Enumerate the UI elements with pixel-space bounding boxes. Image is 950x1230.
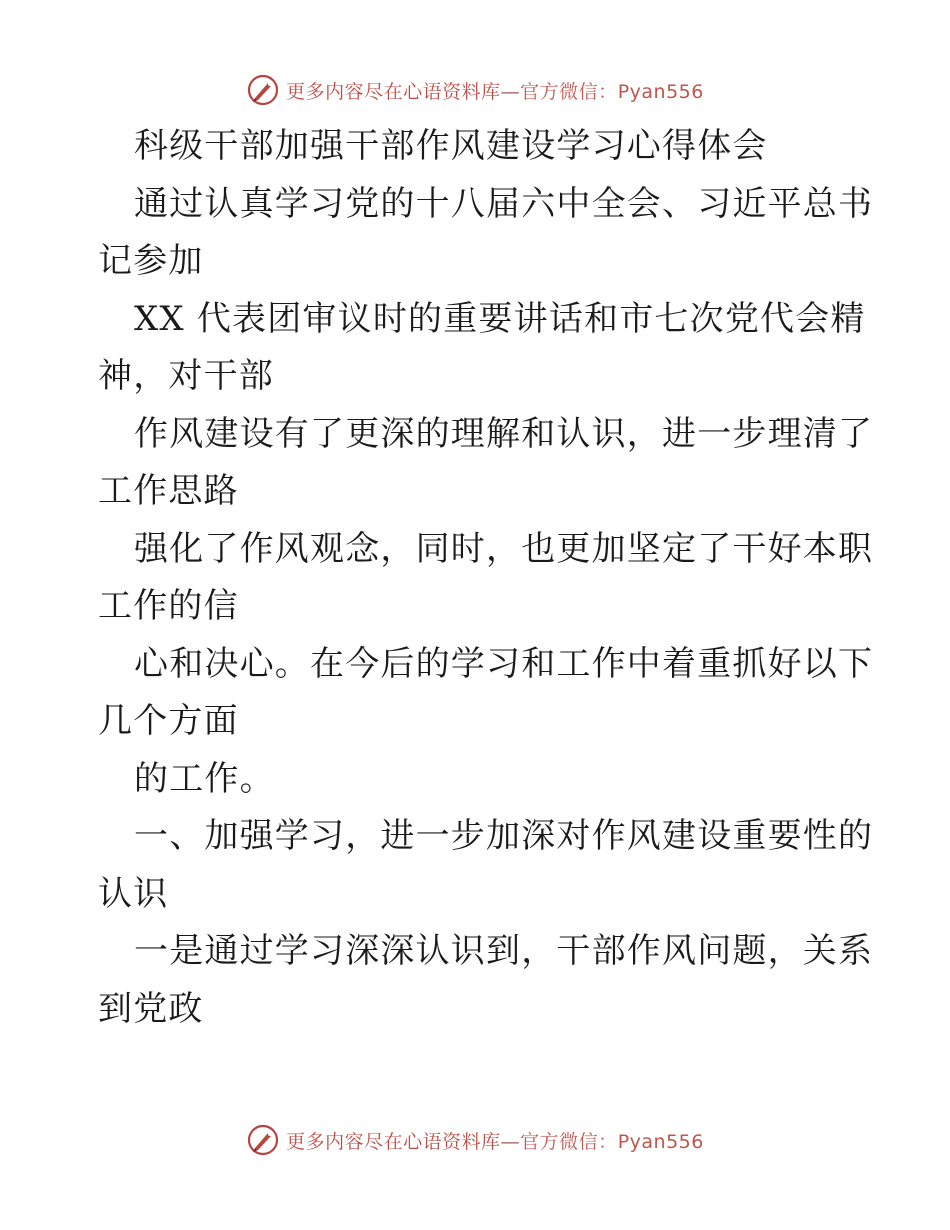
text-line: 神，对干部 bbox=[98, 356, 274, 396]
text-line: 一是通过学习深深认识到，干部作风问题，关系 bbox=[134, 931, 874, 971]
watermark-text bbox=[286, 1127, 704, 1154]
watermark-wechat-id: Pyan556 bbox=[617, 1130, 704, 1153]
watermark-dash: — bbox=[500, 80, 521, 103]
text-line: 工作的信 bbox=[98, 586, 239, 626]
text-line: 一、加强学习，进一步加深对作风建设重要性的 bbox=[134, 816, 874, 856]
watermark-wechat-id: Pyan556 bbox=[617, 80, 704, 103]
text-line: XX 代表团审议时的重要讲话和市七次党代会精 bbox=[134, 298, 866, 339]
watermark-dash: — bbox=[500, 1130, 521, 1153]
text-line: 强化了作风观念，同时，也更加坚定了干好本职 bbox=[134, 528, 874, 569]
watermark-wechat-label: 官方微信： bbox=[520, 1130, 618, 1153]
watermark-wechat-label: 官方微信： bbox=[520, 80, 618, 103]
text-line: 的工作。 bbox=[134, 758, 275, 799]
text-line: 几个方面 bbox=[98, 701, 239, 741]
text-line: 心和决心。在今后的学习和工作中着重抓好以下 bbox=[134, 643, 874, 684]
watermark-brand: 更多内容尽在心语资料库 bbox=[286, 80, 501, 103]
pen-logo-icon bbox=[246, 73, 280, 107]
header-watermark bbox=[0, 70, 950, 110]
text-line: 记参加 bbox=[98, 241, 204, 281]
watermark-brand: 更多内容尽在心语资料库 bbox=[286, 1130, 501, 1153]
text-line: 认识 bbox=[98, 873, 169, 914]
document-body bbox=[98, 118, 874, 1038]
pen-logo-icon bbox=[246, 1123, 280, 1157]
text-line: 科级干部加强干部作风建设学习心得体会 bbox=[134, 126, 768, 166]
text-line: 通过认真学习党的十八届六中全会、习近平总书 bbox=[134, 183, 874, 224]
footer-watermark bbox=[0, 1120, 950, 1160]
text-line: 作风建设有了更深的理解和认识，进一步理清了 bbox=[134, 413, 874, 454]
watermark-text bbox=[286, 77, 704, 104]
text-line: 工作思路 bbox=[98, 471, 239, 511]
text-line: 到党政 bbox=[98, 988, 204, 1029]
